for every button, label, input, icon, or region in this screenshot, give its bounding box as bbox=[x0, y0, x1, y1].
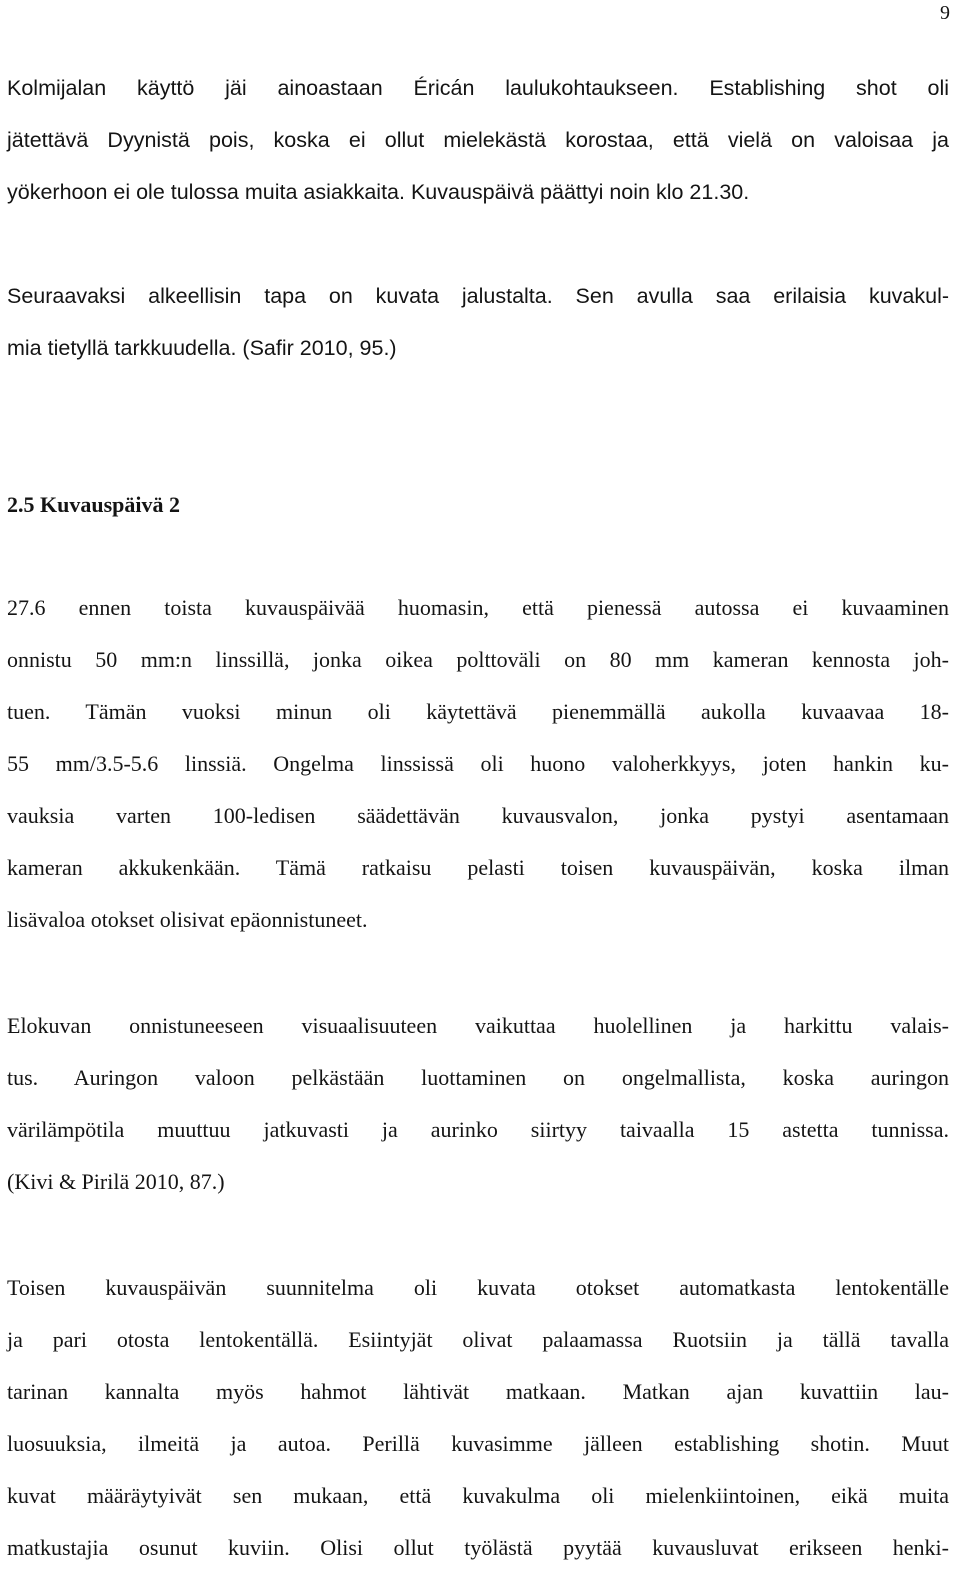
paragraph-line: yökerhoon ei ole tulossa muita asiakkaita. Kuvauspäivä päättyi noin klo 21.30. bbox=[7, 180, 750, 204]
paragraph-line: Elokuvan onnistuneeseen visuaalisuuteen vaikuttaa huolellinen ja harkittu valais- bbox=[7, 1013, 949, 1038]
paragraph-line: ja pari otosta lentokentällä. Esiintyjät olivat palaamassa Ruotsiin ja tällä tavalla bbox=[7, 1327, 949, 1352]
paragraph-line: mia tietyllä tarkkuudella. (Safir 2010, 95.) bbox=[7, 336, 397, 360]
paragraph-line: Seuraavaksi alkeellisin tapa on kuvata jalustalta. Sen avulla saa erilaisia kuvakul- bbox=[7, 284, 949, 308]
paragraph-tripod-usage bbox=[7, 62, 949, 218]
paragraph-line: värilämpötila muuttuu jatkuvasti ja aurinko siirtyy taivaalla 15 astetta tunnissa. bbox=[7, 1117, 949, 1142]
paragraph-line: tarinan kannalta myös hahmot lähtivät matkaan. Matkan ajan kuvattiin lau- bbox=[7, 1379, 949, 1404]
paragraph-line: lisävaloa otokset olisivat epäonnistuneet. bbox=[7, 907, 368, 932]
paragraph-line: Toisen kuvauspäivän suunnitelma oli kuvata otokset automatkasta lentokentälle bbox=[7, 1275, 949, 1300]
paragraph-line: kuvat määräytyivät sen mukaan, että kuvakulma oli mielenkiintoinen, eikä muita bbox=[7, 1483, 949, 1508]
paragraph-line: jätettävä Dyynistä pois, koska ei ollut mielekästä korostaa, että vielä on valoisaa ja bbox=[7, 128, 949, 152]
paragraph-line: onnistu 50 mm:n linssillä, jonka oikea polttoväli on 80 mm kameran kennosta joh- bbox=[7, 647, 949, 672]
paragraph-tripod-citation bbox=[7, 270, 949, 374]
paragraph-line: kameran akkukenkään. Tämä ratkaisu pelasti toisen kuvauspäivän, koska ilman bbox=[7, 855, 949, 880]
paragraph-line: vauksia varten 100-ledisen säädettävän kuvausvalon, jonka pystyi asentamaan bbox=[7, 803, 949, 828]
paragraph-line: matkustajia osunut kuviin. Olisi ollut työlästä pyytää kuvausluvat erikseen henki- bbox=[7, 1535, 949, 1560]
paragraph-line: 55 mm/3.5-5.6 linssiä. Ongelma linssissä oli huono valoherkkyys, joten hankin ku- bbox=[7, 751, 949, 776]
paragraph-line: tus. Auringon valoon pelkästään luottaminen on ongelmallista, koska auringon bbox=[7, 1065, 949, 1090]
page-number: 9 bbox=[940, 2, 950, 24]
paragraph-line: 27.6 ennen toista kuvauspäivää huomasin, että pienessä autossa ei kuvaaminen bbox=[7, 595, 949, 620]
section-heading: 2.5 Kuvauspäivä 2 bbox=[7, 492, 180, 517]
paragraph-lens-problem bbox=[7, 582, 949, 946]
paragraph-line: Kolmijalan käyttö jäi ainoastaan Éricán laulukohtaukseen. Establishing shot oli bbox=[7, 76, 949, 100]
paragraph-second-shoot-plan bbox=[7, 1262, 949, 1574]
paragraph-line: (Kivi & Pirilä 2010, 87.) bbox=[7, 1169, 225, 1194]
paragraph-line: luosuuksia, ilmeitä ja autoa. Perillä kuvasimme jälleen establishing shotin. Muut bbox=[7, 1431, 949, 1456]
paragraph-line: tuen. Tämän vuoksi minun oli käytettävä pienemmällä aukolla kuvaavaa 18- bbox=[7, 699, 949, 724]
paragraph-lighting bbox=[7, 1000, 949, 1208]
